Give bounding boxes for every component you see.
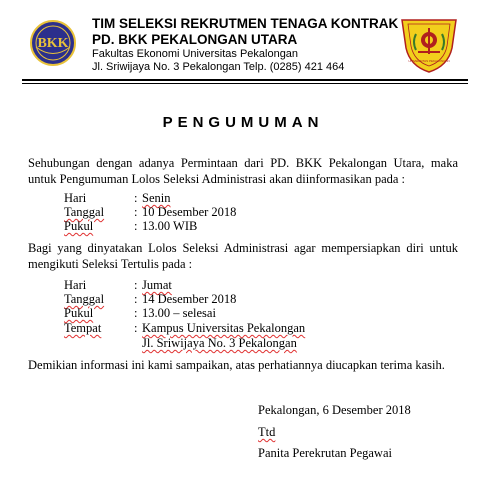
block2-colon-3: : <box>134 306 138 320</box>
block2-label-hari: Hari <box>64 278 87 292</box>
block1-colon-1: : <box>134 191 138 205</box>
paragraph-2: Bagi yang dinyatakan Lolos Seleksi Administrasi agar mempersiapkan diri untuk mengikuti Seleksi Tertulis pada : <box>28 241 458 271</box>
header-divider-thick <box>22 79 468 81</box>
block2-colon-1: : <box>134 278 138 292</box>
block1-value-hari: Senin <box>142 191 171 205</box>
bkk-logo-text: BKK <box>37 36 69 51</box>
block2-value-address: Jl. Sriwijaya No. 3 Pekalongan <box>142 336 297 350</box>
block1-colon-2: : <box>134 205 138 219</box>
block2-value-pukul: 13.00 – selesai <box>142 306 216 320</box>
block1-label-hari: Hari <box>64 191 87 205</box>
header-line-1: TIM SELEKSI REKRUTMEN TENAGA KONTRAK <box>92 16 399 31</box>
block2-value-hari: Jumat <box>142 278 172 292</box>
university-logo <box>398 14 460 74</box>
paragraph-3: Demikian informasi ini kami sampaikan, atas perhatiannya diucapkan terima kasih. <box>28 358 445 372</box>
document-title: PENGUMUMAN <box>162 114 324 131</box>
header-divider-thin <box>22 83 468 84</box>
block2-value-tanggal: 14 Desember 2018 <box>142 292 237 306</box>
header-line-3: Fakultas Ekonomi Universitas Pekalongan <box>92 48 299 60</box>
block2-colon-2: : <box>134 292 138 306</box>
signature-place-date: Pekalongan, 6 Desember 2018 <box>258 403 411 417</box>
block1-label-tanggal: Tanggal <box>64 205 105 219</box>
signature-ttd: Ttd <box>258 425 276 439</box>
paragraph-1: Sehubungan dengan adanya Permintaan dari PD. BKK Pekalongan Utara, maka untuk Pengumuman Lolos Seleksi Administrasi akan diinformasikan pada : <box>28 156 458 186</box>
university-logo-text: UNIVERSITAS PEKALONGAN <box>408 59 450 63</box>
signature-name: Panita Perekrutan Pegawai <box>258 446 392 460</box>
block1-colon-3: : <box>134 219 138 233</box>
block2-colon-4: : <box>134 321 138 335</box>
bkk-logo <box>30 20 76 66</box>
header-line-2: PD. BKK PEKALONGAN UTARA <box>92 32 298 47</box>
block2-label-pukul: Pukul <box>64 306 94 320</box>
block1-value-tanggal: 10 Desember 2018 <box>142 205 237 219</box>
block2-label-tanggal: Tanggal <box>64 292 105 306</box>
block2-label-tempat: Tempat <box>64 321 102 335</box>
block2-value-tempat: Kampus Universitas Pekalongan <box>142 321 306 335</box>
block1-label-pukul: Pukul <box>64 219 94 233</box>
header-line-4: Jl. Sriwijaya No. 3 Pekalongan Telp. (0285) 421 464 <box>92 61 345 73</box>
block1-value-pukul: 13.00 WIB <box>142 219 198 233</box>
